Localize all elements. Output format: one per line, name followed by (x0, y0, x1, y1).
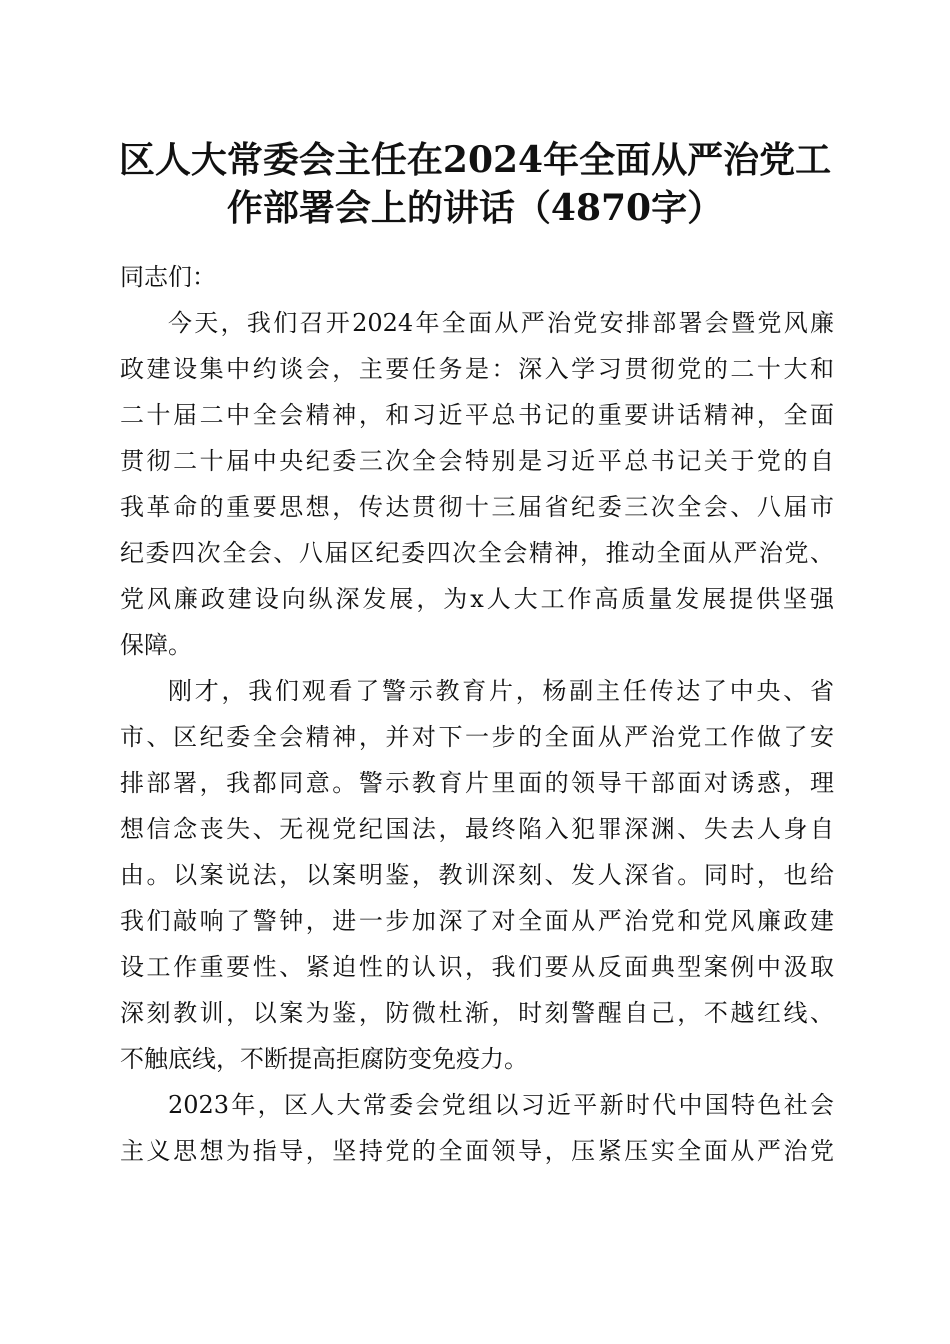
text-line: 市、区纪委全会精神，并对下一步的全面从严治党工作做了安 (120, 723, 834, 751)
text-line: 主义思想为指导，坚持党的全面领导，压紧压实全面从严治党 (120, 1137, 834, 1165)
document-title (80, 136, 870, 232)
text-line: 我革命的重要思想，传达贯彻十三届省纪委三次全会、八届市 (120, 493, 834, 521)
text-line: 保障。 (120, 631, 192, 659)
text-line: 设工作重要性、紧迫性的认识，我们要从反面典型案例中汲取 (120, 953, 834, 981)
text-line: 排部署，我都同意。警示教育片里面的领导干部面对诱惑，理 (120, 769, 834, 797)
text-line: 党风廉政建设向纵深发展，为x人大工作高质量发展提供坚强 (120, 585, 834, 613)
text-line: 我们敲响了警钟，进一步加深了对全面从严治党和党风廉政建 (120, 907, 834, 935)
title-line: 区人大常委会主任在2024年全面从严治党工 (118, 139, 832, 181)
text-line: 深刻教训，以案为鉴，防微杜渐，时刻警醒自己，不越红线、 (120, 999, 834, 1027)
paragraph-2 (120, 668, 834, 1082)
text-line: 2023年，区人大常委会党组以习近平新时代中国特色社会 (168, 1091, 834, 1119)
text-line: 刚才，我们观看了警示教育片，杨副主任传达了中央、省 (168, 677, 834, 705)
text-line: 想信念丧失、无视党纪国法，最终陷入犯罪深渊、失去人身自 (120, 815, 834, 843)
text-line: 二十届二中全会精神，和习近平总书记的重要讲话精神，全面 (120, 401, 834, 429)
text-line: 贯彻二十届中央纪委三次全会特别是习近平总书记关于党的自 (120, 447, 834, 475)
text-line: 不触底线，不断提高拒腐防变免疫力。 (120, 1045, 528, 1073)
paragraph-1 (120, 300, 834, 668)
text-line: 政建设集中约谈会，主要任务是：深入学习贯彻党的二十大和 (120, 355, 834, 383)
document-body (120, 254, 834, 1174)
text-line: 由。以案说法，以案明鉴，教训深刻、发人深省。同时，也给 (120, 861, 834, 889)
salutation: 同志们： (120, 263, 216, 291)
paragraph-3 (120, 1082, 834, 1174)
text-line: 今天，我们召开2024年全面从严治党安排部署会暨党风廉 (168, 309, 834, 337)
text-line: 纪委四次全会、八届区纪委四次全会精神，推动全面从严治党、 (120, 539, 834, 567)
title-line: 作部署会上的讲话（4870字） (226, 187, 724, 229)
